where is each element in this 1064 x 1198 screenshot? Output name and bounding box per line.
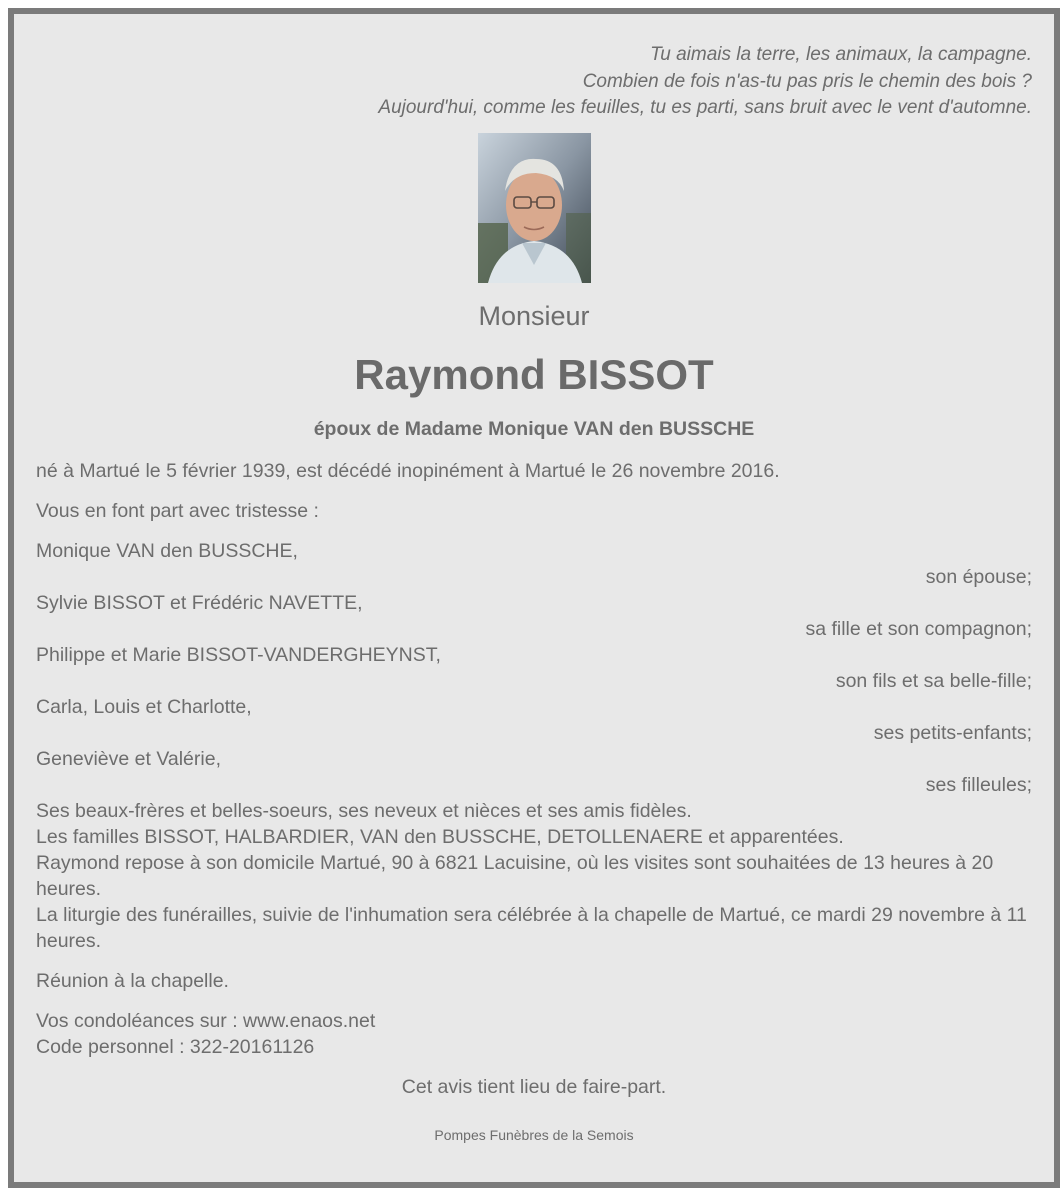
portrait-photo bbox=[478, 133, 591, 283]
family-relation-5: ses filleules; bbox=[925, 773, 1032, 796]
funeral-home-footer: Pompes Funèbres de la Semois bbox=[434, 1126, 634, 1143]
poem-line-3: Aujourd'hui, comme les feuilles, tu es parti, sans bruit avec le vent d'automne. bbox=[378, 97, 1032, 118]
intro-text: Vous en font part avec tristesse : bbox=[36, 499, 319, 522]
poem-line-1: Tu aimais la terre, les animaux, la campagne. bbox=[650, 44, 1032, 65]
poem bbox=[36, 42, 1032, 122]
family-names-2: Sylvie BISSOT et Frédéric NAVETTE, bbox=[36, 591, 363, 614]
condolences-block bbox=[36, 1008, 1032, 1060]
deceased-name: Raymond BISSOT bbox=[354, 350, 714, 398]
family-names-1: Monique VAN den BUSSCHE, bbox=[36, 539, 298, 562]
condolences-text: Vos condoléances sur : www.enaos.net bbox=[36, 1009, 376, 1032]
family-names-5: Geneviève et Valérie, bbox=[36, 747, 221, 770]
honorific: Monsieur bbox=[478, 300, 590, 331]
birth-death-text: né à Martué le 5 février 1939, est décédé inopinément à Martué le 26 novembre 2016. bbox=[36, 459, 780, 482]
personal-code-text: Code personnel : 322-20161126 bbox=[36, 1035, 315, 1058]
obituary-frame bbox=[8, 8, 1060, 1188]
others-line-2: Les familles BISSOT, HALBARDIER, VAN den BUSSCHE, DETOLLENAERE et apparentées. bbox=[36, 825, 844, 848]
others-line-1: Ses beaux-frères et belles-soeurs, ses neveux et nièces et ses amis fidèles. bbox=[36, 799, 692, 822]
reunion-text: Réunion à la chapelle. bbox=[36, 969, 229, 992]
family-relation-3: son fils et sa belle-fille; bbox=[835, 669, 1032, 692]
others-line-4: La liturgie des funérailles, suivie de l'inhumation sera célébrée à la chapelle de Martué, ce mardi 29 novembre à 11 heures. bbox=[36, 903, 1027, 952]
family-list bbox=[36, 538, 1032, 954]
family-relation-2: sa fille et son compagnon; bbox=[805, 617, 1032, 640]
spouse-line: époux de Madame Monique VAN den BUSSCHE bbox=[313, 417, 755, 440]
family-relation-4: ses petits-enfants; bbox=[873, 721, 1032, 744]
family-names-4: Carla, Louis et Charlotte, bbox=[36, 695, 252, 718]
family-names-3: Philippe et Marie BISSOT-VANDERGHEYNST, bbox=[36, 643, 441, 666]
poem-line-2: Combien de fois n'as-tu pas pris le chemin des bois ? bbox=[582, 70, 1032, 92]
others-line-3: Raymond repose à son domicile Martué, 90 à 6821 Lacuisine, où les visites sont souhaitées de 13 heures à 20 heures. bbox=[36, 851, 994, 900]
photo-wrap bbox=[36, 133, 1032, 283]
notice-text: Cet avis tient lieu de faire-part. bbox=[401, 1075, 667, 1098]
family-relation-1: son épouse; bbox=[925, 565, 1032, 588]
obituary-content bbox=[36, 36, 1032, 1144]
